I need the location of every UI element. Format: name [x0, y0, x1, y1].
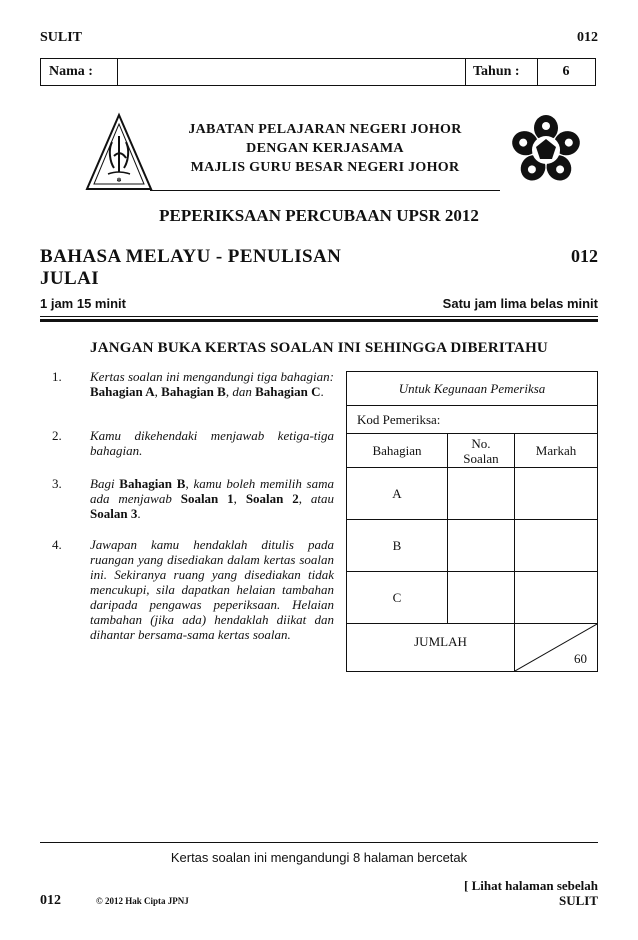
- examiner-table: [346, 371, 598, 672]
- col-header-question-line1: No.: [471, 435, 491, 451]
- col-header-question: [448, 434, 515, 468]
- exam-month: JULAI: [40, 268, 100, 289]
- marks-cell[interactable]: [515, 572, 598, 624]
- subject-code: 012: [571, 246, 598, 266]
- row-section-c: C: [347, 572, 448, 624]
- instruction-text: Kertas soalan ini mengandungi tiga bahagian: Bahagian A, Bahagian B, dan Bahagian C.: [90, 369, 334, 399]
- duration-short: 1 jam 15 minit: [40, 296, 126, 311]
- next-page-note: [ Lihat halaman sebelah: [464, 878, 598, 893]
- total-marks-cell: [515, 624, 598, 672]
- marks-cell[interactable]: [515, 468, 598, 520]
- svg-text:✽: ✽: [116, 177, 122, 184]
- examiner-code-label: Kod Pemeriksa:: [347, 406, 598, 434]
- classification-label: SULIT: [40, 30, 83, 45]
- name-field[interactable]: [123, 59, 463, 85]
- col-header-section: Bahagian: [347, 434, 448, 468]
- instruction-number: 2.: [52, 428, 62, 443]
- divider-thick: [40, 319, 598, 322]
- subject-name: BAHASA MELAYU - PENULISAN: [40, 246, 342, 267]
- question-cell[interactable]: [448, 520, 515, 572]
- row-section-a: A: [347, 468, 448, 520]
- johor-state-crest-icon: [84, 112, 154, 192]
- page-count-note: Kertas soalan ini mengandungi 8 halaman bercetak: [170, 850, 468, 865]
- name-label: Nama :: [49, 64, 93, 79]
- footer-divider: [40, 842, 598, 843]
- footer-code: 012: [40, 893, 61, 908]
- warning-text: JANGAN BUKA KERTAS SOALAN INI SEHINGGA DIBERITAHU: [90, 340, 548, 356]
- instruction-text: Kamu dikehendaki menjawab ketiga-tiga bahagian.: [90, 428, 334, 458]
- duration-long: Satu jam lima belas minit: [442, 296, 598, 311]
- year-value: 6: [562, 64, 570, 79]
- instruction-number: 3.: [52, 476, 62, 491]
- paper-code-label: 012: [577, 30, 598, 45]
- name-year-box: [40, 58, 596, 86]
- col-header-marks: Markah: [515, 434, 598, 468]
- instruction-number: 1.: [52, 369, 62, 384]
- flower-emblem-icon: [508, 112, 584, 188]
- total-label: JUMLAH: [347, 624, 515, 672]
- question-cell[interactable]: [448, 572, 515, 624]
- org-line-1: JABATAN PELAJARAN NEGERI JOHOR: [188, 122, 462, 137]
- instruction-text: Jawapan kamu hendaklah ditulis pada ruangan yang disediakan dalam kertas soalan ini. Sekiranya ruang yang disediakan tidak mencukupi, sila dapatkan helaian tambahan daripada pengawas peperiksaan. Helaian tambahan (jika ada) hendaklah diikat dan dihantar bersama-sama kertas soalan.: [90, 537, 334, 642]
- divider-thin: [40, 316, 598, 317]
- org-line-3: MAJLIS GURU BESAR NEGERI JOHOR: [190, 160, 460, 175]
- row-section-b: B: [347, 520, 448, 572]
- org-line-2: DENGAN KERJASAMA: [246, 141, 404, 156]
- examiner-table-title: Untuk Kegunaan Pemeriksa: [347, 372, 598, 406]
- marks-cell[interactable]: [515, 520, 598, 572]
- copyright-text: © 2012 Hak Cipta JPNJ: [96, 896, 189, 906]
- exam-title: PEPERIKSAAN PERCUBAAN UPSR 2012: [159, 206, 479, 225]
- question-cell[interactable]: [448, 468, 515, 520]
- total-marks: 60: [574, 651, 587, 666]
- footer-classification: SULIT: [558, 893, 598, 908]
- year-label: Tahun :: [473, 64, 520, 79]
- instruction-text: Bagi Bahagian B, kamu boleh memilih sama ada menjawab Soalan 1, Soalan 2, atau Soalan 3.: [90, 476, 335, 521]
- instruction-number: 4.: [52, 537, 62, 552]
- org-underline: [150, 190, 500, 191]
- col-header-question-line2: Soalan: [463, 450, 499, 466]
